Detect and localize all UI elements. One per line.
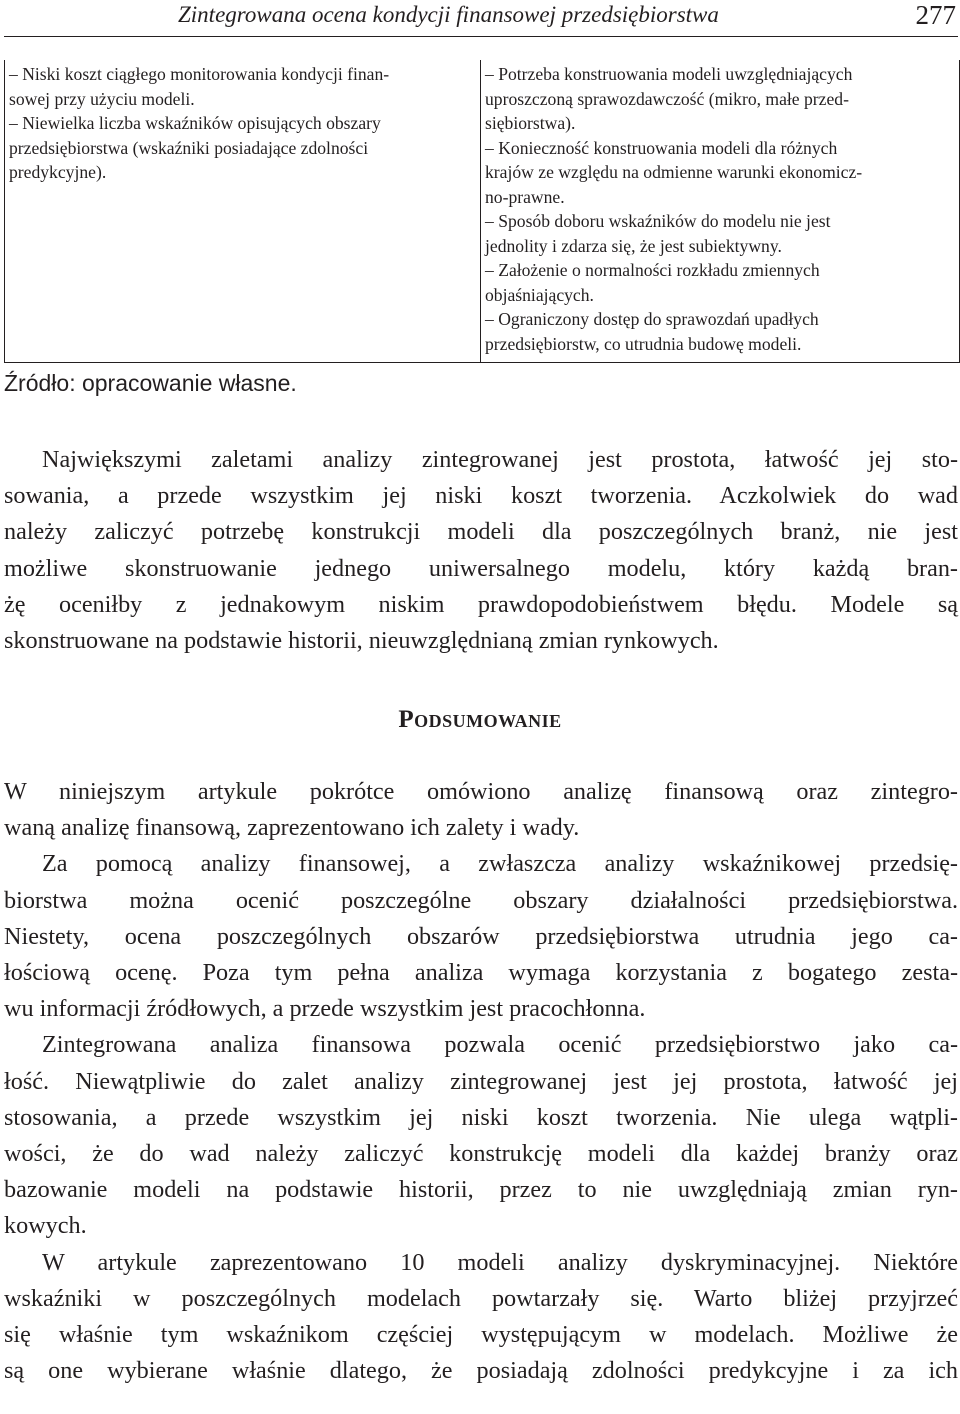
text-line: waną analizę finansową, zaprezentowano ich zalety i wady. <box>4 814 580 842</box>
text-line: wu informacji źródłowych, a przede wszystkim jest pracochłonna. <box>4 995 646 1023</box>
advantages-cell <box>9 62 474 185</box>
disadvantages-line: – Ograniczony dostęp do sprawozdań upadłych <box>485 309 819 329</box>
disadvantages-line: krajów ze względu na odmienne warunki ekonomicz- <box>485 162 863 182</box>
text-line: należy zaliczyć potrzebę konstrukcji modeli dla poszczególnych branż, nie jest <box>4 518 958 546</box>
advantages-line: – Niski koszt ciągłego monitorowania kondycji finan- <box>9 64 390 84</box>
table-column-divider <box>480 60 481 362</box>
text-line: żę oceniłby z jednakowym niskim prawdopodobieństwem błędu. Modele są <box>4 590 958 618</box>
text-line: wskaźniki w poszczególnych modelach powtarzały się. Warto bliżej przyjrzeć <box>4 1284 958 1312</box>
text-line: są one wybierane właśnie dlatego, że posiadają zdolności predykcyjne i za ich <box>4 1357 958 1385</box>
running-title: Zintegrowana ocena kondycji finansowej przedsiębiorstwa <box>178 2 719 27</box>
disadvantages-line: – Założenie o normalności rozkładu zmiennych <box>485 260 820 280</box>
text-line: wości, że do wad należy zaliczyć konstrukcję modeli dla każdej branży oraz <box>4 1140 958 1168</box>
header-rule <box>4 36 958 37</box>
disadvantages-line: no-prawne. <box>485 186 565 207</box>
page-number: 277 <box>915 0 956 30</box>
disadvantages-line: – Sposób doboru wskaźników do modelu nie jest <box>485 211 831 231</box>
disadvantages-line: uproszczoną sprawozdawczość (mikro, małe przed- <box>485 88 849 109</box>
text-line: kowych. <box>4 1212 87 1240</box>
text-line: się właśnie tym wskaźnikom częściej występującym w modelach. Możliwe że <box>4 1321 958 1349</box>
text-line: łość. Niewątpliwie do zalet analizy zintegrowanej jest jej prostota, łatwość jej <box>4 1067 958 1095</box>
advantages-line: sowej przy użyciu modeli. <box>9 88 195 109</box>
text-line: Największymi zaletami analizy zintegrowanej jest prostota, łatwość jej sto- <box>42 446 958 473</box>
text-line: łościową ocenę. Poza tym pełna analiza wymaga korzystania z bogatego zesta- <box>4 959 958 987</box>
summary-text <box>4 774 958 1389</box>
disadvantages-line: – Potrzeba konstruowania modeli uwzględniających <box>485 64 853 84</box>
text-line: sowania, a przede wszystkim jej niski koszt tworzenia. Aczkolwiek do wad <box>4 482 958 510</box>
section-title: Podsumowanie <box>398 706 562 733</box>
advantages-line: – Niewielka liczba wskaźników opisujących obszary <box>9 113 381 133</box>
text-line: możliwe skonstruowanie jednego uniwersalnego modelu, który każdą bran- <box>4 554 958 582</box>
text-line: skonstruowane na podstawie historii, nieuwzględnianą zmian rynkowych. <box>4 627 719 655</box>
advantages-disadvantages-table <box>4 60 960 363</box>
running-header <box>0 0 960 42</box>
text-line: Niestety, ocena poszczególnych obszarów przedsiębiorstwa utrudnia jego ca- <box>4 922 958 950</box>
disadvantages-line: przedsiębiorstw, co utrudnia budowę modeli. <box>485 333 802 354</box>
disadvantages-line: – Konieczność konstruowania modeli dla różnych <box>485 137 838 158</box>
advantages-line: predykcyjne). <box>9 162 107 182</box>
disadvantages-cell <box>485 62 955 356</box>
text-line: W artykule zaprezentowano 10 modeli analizy dyskryminacyjnej. Niektóre <box>42 1248 958 1276</box>
text-line: W niniejszym artykule pokrótce omówiono analizę finansową oraz zintegro- <box>4 778 958 805</box>
intro-paragraph <box>4 442 958 659</box>
source-note: Źródło: opracowanie własne. <box>4 370 297 396</box>
text-line: Zintegrowana analiza finansowa pozwala ocenić przedsiębiorstwo jako ca- <box>42 1031 958 1059</box>
text-line: bazowanie modeli na podstawie historii, przez to nie uwzględniają zmian ryn- <box>4 1176 958 1204</box>
text-line: biorstwa można ocenić poszczególne obszary działalności przedsiębiorstwa. <box>4 886 958 914</box>
text-line: Za pomocą analizy finansowej, a zwłaszcza analizy wskaźnikowej przedsię- <box>42 850 958 878</box>
text-line: stosowania, a przede wszystkim jej niski koszt tworzenia. Nie ulega wątpli- <box>4 1103 958 1131</box>
disadvantages-line: jednolity i zdarza się, że jest subiektywny. <box>485 235 782 256</box>
disadvantages-line: siębiorstwa). <box>485 113 576 133</box>
advantages-line: przedsiębiorstwa (wskaźniki posiadające zdolności <box>9 137 369 158</box>
disadvantages-line: objaśniających. <box>485 284 594 305</box>
